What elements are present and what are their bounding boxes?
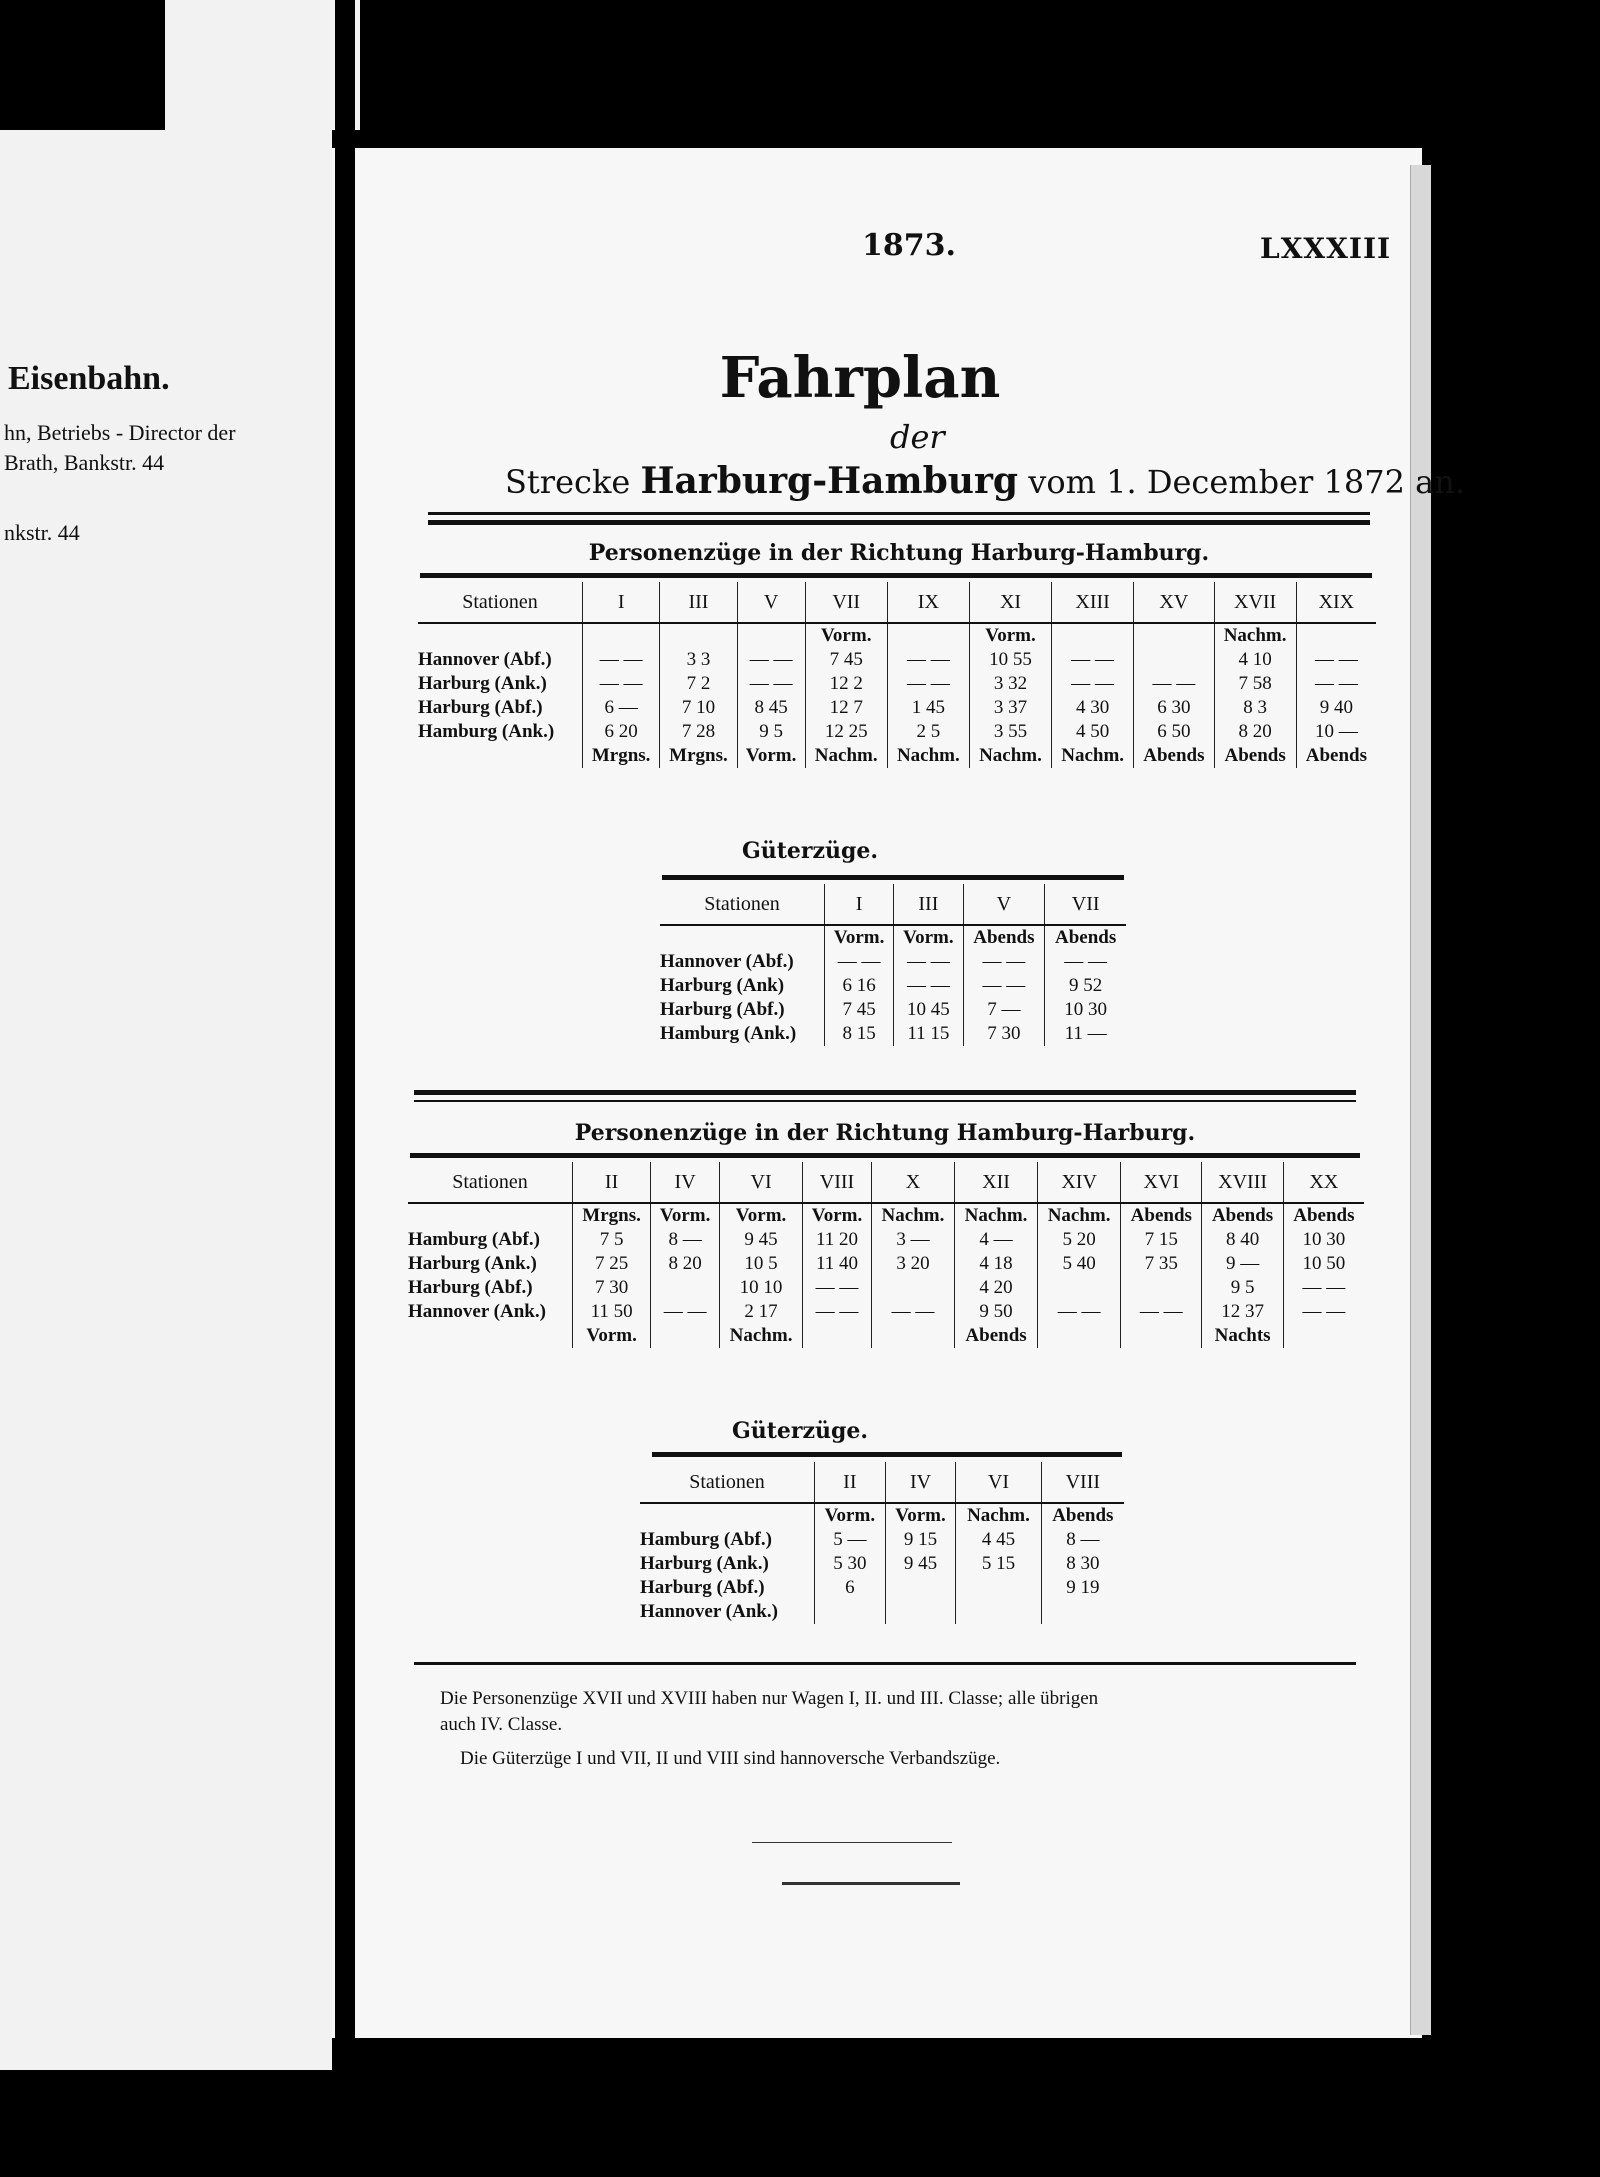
table-cell: — — bbox=[803, 1276, 872, 1300]
column-header: XIV bbox=[1038, 1162, 1121, 1203]
table-cell: Nachm. bbox=[955, 1203, 1038, 1228]
table-row bbox=[660, 998, 1126, 1022]
book-spine bbox=[335, 0, 355, 2177]
station-cell: Hannover (Ank.) bbox=[408, 1301, 546, 1322]
table-cell bbox=[803, 1324, 872, 1348]
note-line: Die Personenzüge XVII und XVIII haben nur Wagen I, II. und III. Classe; alle übrigen bbox=[440, 1688, 1099, 1709]
subtitle-route: Harburg-Hamburg bbox=[640, 460, 1019, 502]
table-cell: 12 7 bbox=[805, 696, 887, 720]
table-cell: Nachm. bbox=[1052, 744, 1134, 768]
table-cell: 7 35 bbox=[1121, 1252, 1202, 1276]
table-cell bbox=[651, 1276, 720, 1300]
table-cell: Vorm. bbox=[894, 925, 963, 950]
table-cell: 12 2 bbox=[805, 672, 887, 696]
table-row bbox=[408, 1300, 1364, 1324]
table-cell: Mrgns. bbox=[660, 744, 737, 768]
table-cell: 6 50 bbox=[1134, 720, 1214, 744]
table-cell: 4 18 bbox=[955, 1252, 1038, 1276]
table-cell: Nachm. bbox=[805, 744, 887, 768]
table-cell: — — bbox=[1052, 672, 1134, 696]
document-subtitle bbox=[505, 460, 1465, 502]
column-header: VI bbox=[720, 1162, 803, 1203]
table-cell: — — bbox=[1296, 672, 1376, 696]
table-cell: 9 19 bbox=[1041, 1576, 1124, 1600]
table-cell: 4 — bbox=[955, 1228, 1038, 1252]
table-cell: 2 5 bbox=[887, 720, 969, 744]
table-cell: 10 30 bbox=[1283, 1228, 1364, 1252]
table-cell: 10 45 bbox=[894, 998, 963, 1022]
table-cell bbox=[1052, 623, 1134, 648]
table-cell: 9 — bbox=[1202, 1252, 1283, 1276]
table-cell: Nachm. bbox=[887, 744, 969, 768]
table-cell: Abends bbox=[955, 1324, 1038, 1348]
table-cell bbox=[737, 623, 805, 648]
table4-title: Güterzüge. bbox=[731, 1418, 869, 1444]
table-cell: 7 45 bbox=[805, 648, 887, 672]
table-cell: 3 55 bbox=[969, 720, 1051, 744]
divider-rule bbox=[414, 1662, 1356, 1665]
table-cell bbox=[651, 1324, 720, 1348]
column-header: VI bbox=[956, 1462, 1041, 1503]
table-cell: Nachm. bbox=[1214, 623, 1296, 648]
station-cell bbox=[408, 1203, 573, 1228]
station-cell: Harburg (Abf.) bbox=[408, 1277, 533, 1298]
table-cell: — — bbox=[651, 1300, 720, 1324]
table-row bbox=[640, 1552, 1124, 1576]
column-header: Stationen bbox=[408, 1162, 573, 1203]
column-header: II bbox=[573, 1162, 651, 1203]
table-cell: 7 5 bbox=[573, 1228, 651, 1252]
table-cell: Abends bbox=[1296, 744, 1376, 768]
table-cell: — — bbox=[1283, 1276, 1364, 1300]
divider-rule bbox=[414, 1090, 1356, 1095]
left-page-title: Eisenbahn. bbox=[8, 360, 170, 397]
table-cell bbox=[885, 1576, 956, 1600]
table-cell: 7 30 bbox=[963, 1022, 1045, 1046]
table-cell: — — bbox=[803, 1300, 872, 1324]
table-cell: Nachm. bbox=[956, 1503, 1041, 1528]
table-cell: Vorm. bbox=[720, 1203, 803, 1228]
station-cell bbox=[640, 1503, 815, 1528]
ornament-rule bbox=[782, 1882, 960, 1885]
column-header: Stationen bbox=[640, 1462, 815, 1503]
table-cell: 7 58 bbox=[1214, 672, 1296, 696]
station-cell: Hannover (Abf.) bbox=[418, 649, 552, 670]
column-header: III bbox=[894, 884, 963, 925]
table-cell: Nachm. bbox=[1038, 1203, 1121, 1228]
table-cell: 10 5 bbox=[720, 1252, 803, 1276]
document-title: Fahrplan bbox=[719, 345, 1001, 411]
table-cell: Abends bbox=[1045, 925, 1126, 950]
table-cell: — — bbox=[1283, 1300, 1364, 1324]
table-cell: 9 15 bbox=[885, 1528, 956, 1552]
station-cell: Harburg (Ank.) bbox=[640, 1553, 769, 1574]
table-cell: — — bbox=[1121, 1300, 1202, 1324]
table-cell: 5 30 bbox=[815, 1552, 886, 1576]
table-cell: 8 — bbox=[651, 1228, 720, 1252]
table-cell: Mrgns. bbox=[573, 1203, 651, 1228]
table-cell: — — bbox=[825, 950, 894, 974]
station-cell: Hannover (Ank.) bbox=[640, 1601, 778, 1622]
subtitle-post: vom 1. December 1872 an. bbox=[1018, 463, 1465, 501]
table-cell bbox=[1121, 1324, 1202, 1348]
divider-rule bbox=[428, 520, 1370, 525]
table-cell: 4 30 bbox=[1052, 696, 1134, 720]
table-row bbox=[408, 1228, 1364, 1252]
column-header: V bbox=[737, 582, 805, 623]
table-cell: Vorm. bbox=[885, 1503, 956, 1528]
timetable-harburg-hamburg bbox=[418, 582, 1376, 768]
table-cell bbox=[1041, 1600, 1124, 1624]
column-header: XIX bbox=[1296, 582, 1376, 623]
table-cell: — — bbox=[1296, 648, 1376, 672]
table-cell: 7 45 bbox=[825, 998, 894, 1022]
column-header: XIII bbox=[1052, 582, 1134, 623]
table-top-rule bbox=[662, 875, 1124, 880]
table-cell: 4 50 bbox=[1052, 720, 1134, 744]
table-cell bbox=[871, 1276, 954, 1300]
table-cell: 10 50 bbox=[1283, 1252, 1364, 1276]
station-cell: Harburg (Ank.) bbox=[408, 1253, 537, 1274]
table-cell: 6 — bbox=[583, 696, 660, 720]
column-header: III bbox=[660, 582, 737, 623]
table-cell: 7 10 bbox=[660, 696, 737, 720]
station-cell: Hamburg (Ank.) bbox=[660, 1023, 797, 1044]
table-cell: — — bbox=[887, 648, 969, 672]
column-header: XVI bbox=[1121, 1162, 1202, 1203]
table-cell: 8 20 bbox=[1214, 720, 1296, 744]
table-cell: 8 20 bbox=[651, 1252, 720, 1276]
table-cell: 5 — bbox=[815, 1528, 886, 1552]
table-cell: Abends bbox=[1041, 1503, 1124, 1528]
table-row bbox=[418, 720, 1376, 744]
table-cell bbox=[583, 623, 660, 648]
station-cell: Hamburg (Abf.) bbox=[640, 1529, 772, 1550]
table-row bbox=[408, 1276, 1364, 1300]
table-cell: Abends bbox=[1283, 1203, 1364, 1228]
table-cell: 1 45 bbox=[887, 696, 969, 720]
table-cell: — — bbox=[1134, 672, 1214, 696]
table-cell: — — bbox=[887, 672, 969, 696]
table-cell: Vorm. bbox=[805, 623, 887, 648]
table-cell: Vorm. bbox=[651, 1203, 720, 1228]
table-cell: Vorm. bbox=[573, 1324, 651, 1348]
note-line: Die Güterzüge I und VII, II und VIII sind hannoversche Verbandszüge. bbox=[460, 1748, 1001, 1769]
table-cell: 10 10 bbox=[720, 1276, 803, 1300]
table-cell bbox=[1038, 1276, 1121, 1300]
table-cell: 7 28 bbox=[660, 720, 737, 744]
column-header: I bbox=[583, 582, 660, 623]
table-cell: 4 10 bbox=[1214, 648, 1296, 672]
page-top-band bbox=[165, 0, 360, 130]
column-header: X bbox=[871, 1162, 954, 1203]
station-cell bbox=[418, 744, 583, 768]
table-cell: 4 45 bbox=[956, 1528, 1041, 1552]
table-cell bbox=[887, 623, 969, 648]
timetable-hamburg-harburg bbox=[408, 1162, 1364, 1348]
table-top-rule bbox=[420, 573, 1372, 578]
table-row bbox=[640, 1600, 1124, 1624]
column-header: XX bbox=[1283, 1162, 1364, 1203]
table-cell: 5 40 bbox=[1038, 1252, 1121, 1276]
table-cell: 9 50 bbox=[955, 1300, 1038, 1324]
table-row bbox=[418, 648, 1376, 672]
table-cell: Vorm. bbox=[803, 1203, 872, 1228]
table-cell: 9 40 bbox=[1296, 696, 1376, 720]
left-page-line: Brath, Bankstr. 44 bbox=[4, 450, 165, 475]
column-header: XII bbox=[955, 1162, 1038, 1203]
table-cell: 3 — bbox=[871, 1228, 954, 1252]
table-cell: Abends bbox=[1214, 744, 1296, 768]
ornament-rule bbox=[752, 1842, 952, 1843]
table-cell: Nachm. bbox=[720, 1324, 803, 1348]
table-cell bbox=[871, 1324, 954, 1348]
table-row bbox=[660, 974, 1126, 998]
table-row bbox=[660, 1022, 1126, 1046]
table-cell bbox=[1283, 1324, 1364, 1348]
table-cell: 4 20 bbox=[955, 1276, 1038, 1300]
note-line: auch IV. Classe. bbox=[440, 1714, 563, 1735]
freight-harburg-hamburg bbox=[660, 884, 1126, 1046]
time-label-row bbox=[418, 623, 1376, 648]
table-cell: 6 bbox=[815, 1576, 886, 1600]
table-cell: 5 20 bbox=[1038, 1228, 1121, 1252]
table-cell: 9 45 bbox=[720, 1228, 803, 1252]
column-header: II bbox=[815, 1462, 886, 1503]
table-cell bbox=[956, 1576, 1041, 1600]
table-cell: — — bbox=[894, 974, 963, 998]
column-header: IV bbox=[885, 1462, 956, 1503]
page-number: LXXXIII bbox=[1260, 232, 1392, 265]
table-cell: 7 2 bbox=[660, 672, 737, 696]
station-cell: Harburg (Abf.) bbox=[660, 999, 785, 1020]
table-row bbox=[660, 950, 1126, 974]
table-cell: — — bbox=[1045, 950, 1126, 974]
table-cell: — — bbox=[894, 950, 963, 974]
table-cell: Abends bbox=[1121, 1203, 1202, 1228]
table-cell bbox=[1038, 1324, 1121, 1348]
table-cell: — — bbox=[737, 648, 805, 672]
column-header: XVII bbox=[1214, 582, 1296, 623]
station-cell: Hamburg (Abf.) bbox=[408, 1229, 540, 1250]
table-cell: Abends bbox=[963, 925, 1045, 950]
table-cell: 11 50 bbox=[573, 1300, 651, 1324]
table-cell: 8 40 bbox=[1202, 1228, 1283, 1252]
table-cell: Vorm. bbox=[969, 623, 1051, 648]
column-header: XV bbox=[1134, 582, 1214, 623]
station-cell bbox=[660, 925, 825, 950]
table-cell bbox=[1296, 623, 1376, 648]
table-cell: 8 3 bbox=[1214, 696, 1296, 720]
table-cell: 12 37 bbox=[1202, 1300, 1283, 1324]
left-page-line: hn, Betriebs - Director der bbox=[4, 420, 236, 445]
station-cell: Harburg (Ank) bbox=[660, 975, 785, 996]
table-cell: 7 15 bbox=[1121, 1228, 1202, 1252]
table-cell: 9 5 bbox=[1202, 1276, 1283, 1300]
table-cell: Vorm. bbox=[825, 925, 894, 950]
table-cell: — — bbox=[583, 672, 660, 696]
table-row bbox=[418, 696, 1376, 720]
column-header: Stationen bbox=[660, 884, 825, 925]
table-cell: — — bbox=[871, 1300, 954, 1324]
table-cell: 10 — bbox=[1296, 720, 1376, 744]
table-header-row bbox=[640, 1462, 1124, 1503]
freight-hamburg-harburg bbox=[640, 1462, 1124, 1624]
table-cell: 8 — bbox=[1041, 1528, 1124, 1552]
table3-title: Personenzüge in der Richtung Hamburg-Harburg. bbox=[574, 1120, 1196, 1146]
left-page-line: nkstr. 44 bbox=[4, 520, 80, 545]
title-der: der bbox=[890, 418, 945, 456]
table-header-row bbox=[660, 884, 1126, 925]
table-top-rule bbox=[652, 1452, 1122, 1457]
column-header: I bbox=[825, 884, 894, 925]
station-cell: Hamburg (Ank.) bbox=[418, 721, 555, 742]
table-cell: Mrgns. bbox=[583, 744, 660, 768]
column-header: IX bbox=[887, 582, 969, 623]
subtitle-pre: Strecke bbox=[505, 463, 641, 501]
table-cell: 3 32 bbox=[969, 672, 1051, 696]
station-cell bbox=[408, 1324, 573, 1348]
table-cell bbox=[815, 1600, 886, 1624]
table-cell bbox=[1121, 1276, 1202, 1300]
table-cell: 11 15 bbox=[894, 1022, 963, 1046]
table-cell bbox=[885, 1600, 956, 1624]
column-header: V bbox=[963, 884, 1045, 925]
table2-title: Güterzüge. bbox=[741, 838, 879, 864]
table-row bbox=[418, 672, 1376, 696]
station-cell: Harburg (Abf.) bbox=[640, 1577, 765, 1598]
table-cell: 6 20 bbox=[583, 720, 660, 744]
table-cell: 3 3 bbox=[660, 648, 737, 672]
time-label-row bbox=[660, 925, 1126, 950]
station-cell: Harburg (Abf.) bbox=[418, 697, 543, 718]
column-header: Stationen bbox=[418, 582, 583, 623]
table-cell: 2 17 bbox=[720, 1300, 803, 1324]
table-cell: 7 30 bbox=[573, 1276, 651, 1300]
divider-rule bbox=[414, 1100, 1356, 1102]
station-cell: Harburg (Ank.) bbox=[418, 673, 547, 694]
table-cell: 10 55 bbox=[969, 648, 1051, 672]
table1-title: Personenzüge in der Richtung Harburg-Hamburg. bbox=[588, 540, 1210, 566]
column-header: VII bbox=[1045, 884, 1126, 925]
table-row bbox=[640, 1528, 1124, 1552]
table-row bbox=[408, 1252, 1364, 1276]
table-cell: 8 15 bbox=[825, 1022, 894, 1046]
table-top-rule bbox=[410, 1153, 1360, 1158]
table-cell: 7 25 bbox=[573, 1252, 651, 1276]
table-cell: 11 20 bbox=[803, 1228, 872, 1252]
table-cell: Nachts bbox=[1202, 1324, 1283, 1348]
table-cell: 5 15 bbox=[956, 1552, 1041, 1576]
column-header: XVIII bbox=[1202, 1162, 1283, 1203]
table-cell: 3 20 bbox=[871, 1252, 954, 1276]
table-header-row bbox=[418, 582, 1376, 623]
column-header: XI bbox=[969, 582, 1051, 623]
table-cell: 9 52 bbox=[1045, 974, 1126, 998]
station-cell bbox=[418, 623, 583, 648]
table-cell: 9 45 bbox=[885, 1552, 956, 1576]
table-cell: 11 40 bbox=[803, 1252, 872, 1276]
page-year: 1873. bbox=[862, 228, 956, 263]
table-cell: 3 37 bbox=[969, 696, 1051, 720]
table-header-row bbox=[408, 1162, 1364, 1203]
table-cell bbox=[956, 1600, 1041, 1624]
table-cell: 10 30 bbox=[1045, 998, 1126, 1022]
table-cell bbox=[660, 623, 737, 648]
table-cell: Nachm. bbox=[871, 1203, 954, 1228]
table-cell: — — bbox=[1038, 1300, 1121, 1324]
time-label-row bbox=[640, 1503, 1124, 1528]
column-header: VIII bbox=[803, 1162, 872, 1203]
table-cell bbox=[1134, 623, 1214, 648]
table-cell: Vorm. bbox=[815, 1503, 886, 1528]
table-cell: Nachm. bbox=[969, 744, 1051, 768]
page-edge-strip bbox=[1410, 165, 1431, 2035]
table-row bbox=[640, 1576, 1124, 1600]
table-cell: 8 30 bbox=[1041, 1552, 1124, 1576]
table-cell: 7 — bbox=[963, 998, 1045, 1022]
time-label-row bbox=[408, 1203, 1364, 1228]
column-header: VII bbox=[805, 582, 887, 623]
table-cell: — — bbox=[737, 672, 805, 696]
table-cell: Vorm. bbox=[737, 744, 805, 768]
table-cell: 12 25 bbox=[805, 720, 887, 744]
station-cell: Hannover (Abf.) bbox=[660, 951, 794, 972]
table-cell: 6 30 bbox=[1134, 696, 1214, 720]
table-cell: Abends bbox=[1202, 1203, 1283, 1228]
table-cell: Abends bbox=[1134, 744, 1214, 768]
table-cell bbox=[1134, 648, 1214, 672]
time-label-row bbox=[418, 744, 1376, 768]
column-header: IV bbox=[651, 1162, 720, 1203]
table-cell: 6 16 bbox=[825, 974, 894, 998]
table-cell: 8 45 bbox=[737, 696, 805, 720]
table-cell: 11 — bbox=[1045, 1022, 1126, 1046]
table-cell: — — bbox=[583, 648, 660, 672]
time-label-row bbox=[408, 1324, 1364, 1348]
table-cell: — — bbox=[1052, 648, 1134, 672]
column-header: VIII bbox=[1041, 1462, 1124, 1503]
table-cell: 9 5 bbox=[737, 720, 805, 744]
divider-rule bbox=[428, 512, 1370, 515]
table-cell: — — bbox=[963, 950, 1045, 974]
table-cell: — — bbox=[963, 974, 1045, 998]
